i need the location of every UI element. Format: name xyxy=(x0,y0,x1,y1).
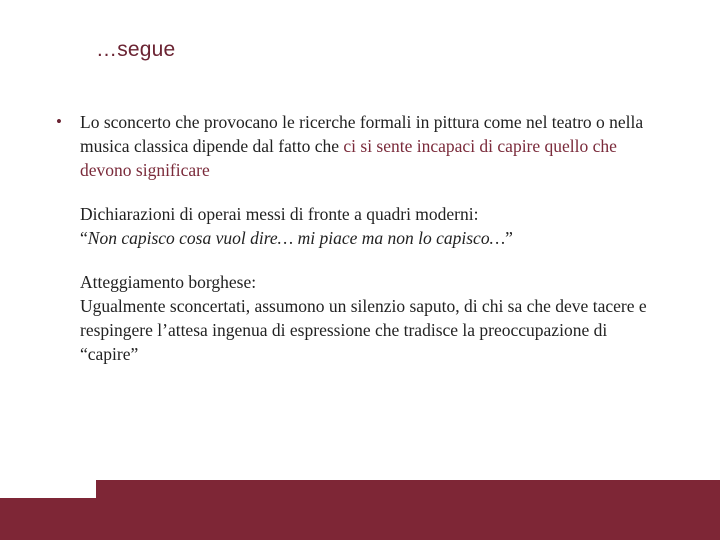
bullet-text-accent: ci si sente incapaci di capire quello che devono significare xyxy=(80,136,617,180)
footer-strip-left xyxy=(0,498,96,540)
paragraph-workers-heading: Dichiarazioni di operai messi di fronte a quadri moderni: xyxy=(80,204,479,224)
quote-open: “ xyxy=(80,228,88,248)
slide-content xyxy=(56,110,656,366)
slide-title: …segue xyxy=(96,38,176,61)
workers-quote xyxy=(80,226,656,250)
bullet-marker: • xyxy=(56,112,62,131)
paragraph-bourgeois-heading: Atteggiamento borghese: xyxy=(80,272,257,292)
bullet-text xyxy=(80,110,656,182)
quote-text: Non capisco cosa vuol dire… mi piace ma non lo capisco… xyxy=(87,228,506,248)
quote-close: ” xyxy=(505,228,513,248)
paragraph-bourgeois xyxy=(80,270,656,366)
bullet-text-plain: Lo sconcerto che provocano le ricerche formali in pittura come nel teatro o nella musica classica dipende dal fatto che xyxy=(80,112,644,156)
paragraph-workers xyxy=(80,202,656,250)
paragraph-bourgeois-body: Ugualmente sconcertati, assumono un silenzio saputo, di chi sa che deve tacere e respingere l’attesa ingenua di espressione che tradisce la preoccupazione di “capire” xyxy=(80,296,647,364)
footer-bar xyxy=(96,480,720,540)
bullet-item xyxy=(56,110,656,182)
